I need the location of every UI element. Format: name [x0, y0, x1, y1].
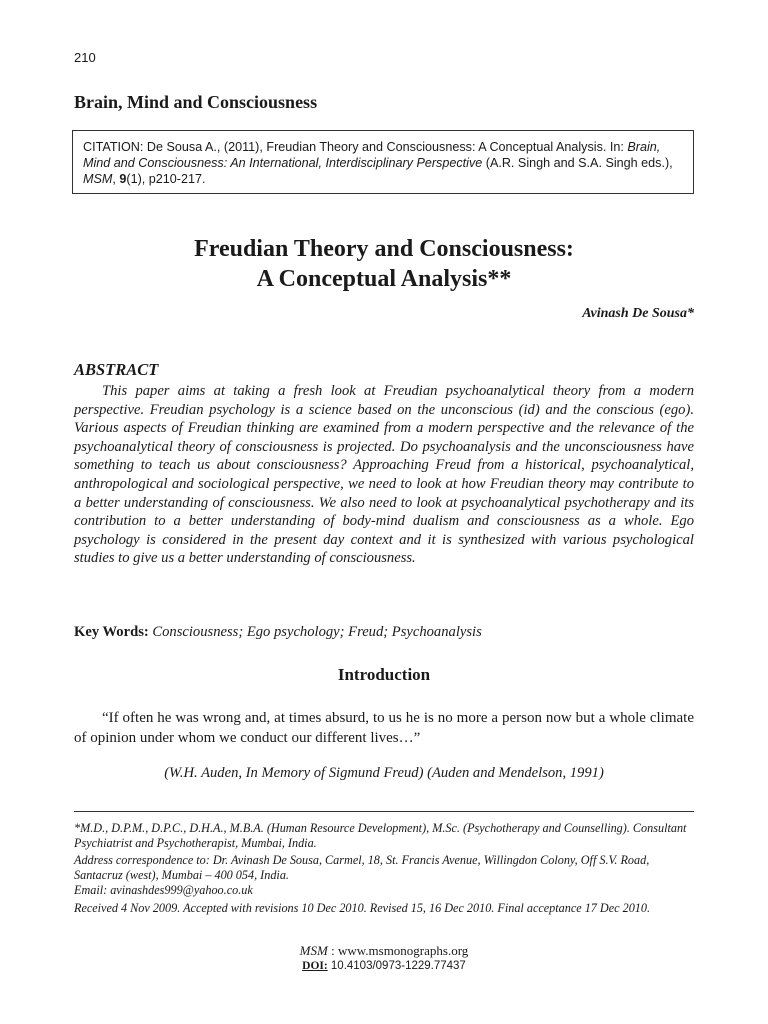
- abstract-body: This paper aims at taking a fresh look at Freudian psychoanalytical theory from a modern perspective. Freudian psychology is a science based on the unconscious (id) and the conscious (ego). Various aspects of Freudian thinking are examined from a modern perspective and the relevance of the psychoanalytical theory of consciousness is projected. Do psychoanalysis and the unconsciousness have something to teach us about consciousness? Approaching Freud from a historical, psychoanalytical, anthropological and sociological perspective, we need to look at how Freudian theory may contribute to a better understanding of consciousness. We also need to look at psychoanalytical psychotherapy and its contribution to a better understanding of body-mind dualism and consciousness as a whole. Ego psychology is considered in the present day context and it is synthesized with various psychological studies to give us a better understanding of consciousness.: [74, 383, 694, 567]
- keywords-values: Consciousness; Ego psychology; Freud; Psychoanalysis: [148, 624, 482, 640]
- epigraph-source: (W.H. Auden, In Memory of Sigmund Freud) (Auden and Mendelson, 1991): [164, 765, 604, 781]
- footnote-credentials: *M.D., D.P.M., D.P.C., D.H.A., M.B.A. (Human Resource Development), M.Sc. (Psychotherapy and Counselling). Consultant Psychiatrist and Psychotherapist, Mumbai, India.: [74, 821, 687, 850]
- citation-issue-pages: (1), p210-217.: [126, 172, 206, 186]
- footer-doi-value: 10.4103/0973-1229.77437: [327, 960, 466, 972]
- citation-book-title: Brain, Mind and Consciousness: An International, Interdisciplinary Perspective: [83, 140, 661, 170]
- footnote-divider: [74, 811, 694, 812]
- footnote-email: Email: avinashdes999@yahoo.co.uk: [74, 883, 253, 897]
- introduction-heading: Introduction: [337, 665, 431, 684]
- citation-prefix: CITATION: De Sousa A., (2011), Freudian Theory and Consciousness: A Conceptual Analysis.: [83, 140, 607, 154]
- paper-title-line-2: A Conceptual Analysis**: [256, 266, 512, 292]
- keywords-label: Key Words:: [74, 624, 149, 640]
- citation-editors: (A.R. Singh and S.A. Singh eds.),: [482, 156, 673, 170]
- footnote-received: Received 4 Nov 2009. Accepted with revisions 10 Dec 2010. Revised 15, 16 Dec 2010. Final acceptance 17 Dec 2010.: [74, 901, 651, 915]
- footer-website: [0, 943, 768, 959]
- abstract-heading: ABSTRACT: [74, 360, 159, 379]
- footer-doi: [0, 960, 768, 972]
- citation-sep: ,: [112, 172, 120, 186]
- running-head: Brain, Mind and Consciousness: [74, 92, 318, 112]
- keywords: [74, 624, 482, 641]
- footnote-correspondence: [74, 853, 694, 898]
- footer-msm-label: MSM: [299, 943, 328, 958]
- page-number: 210: [74, 50, 96, 65]
- paper-title-line-1: Freudian Theory and Consciousness:: [194, 236, 574, 262]
- epigraph-quote: “If often he was wrong and, at times absurd, to us he is no more a person now but a whole climate of opinion under whom we conduct our different lives…”: [74, 710, 694, 746]
- footnote-address: Address correspondence to: Dr. Avinash De Sousa, Carmel, 18, St. Francis Avenue, Willingdon Colony, Off S.V. Road, Santacruz (west), Mumbai – 400 054, India.: [74, 853, 650, 882]
- footer-doi-label: DOI:: [302, 960, 328, 972]
- footer-site-url: : www.msmonographs.org: [327, 943, 469, 958]
- citation-in-label: In:: [609, 140, 628, 154]
- author-name: Avinash De Sousa*: [582, 306, 694, 321]
- citation-box: [72, 130, 694, 194]
- citation-volume: 9: [119, 172, 127, 186]
- citation-journal: MSM: [83, 172, 113, 186]
